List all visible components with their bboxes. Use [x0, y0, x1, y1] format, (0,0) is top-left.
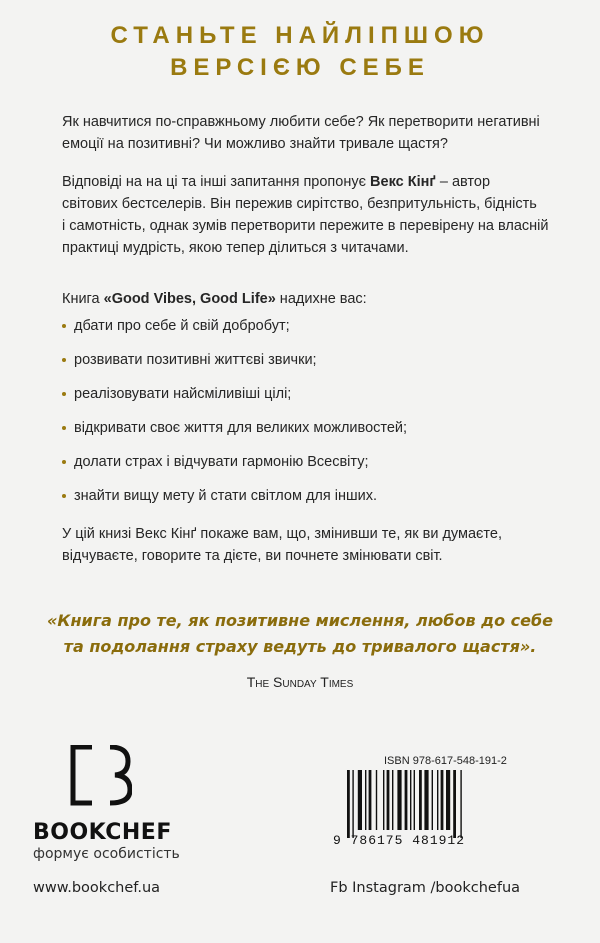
- book-title: «Good Vibes, Good Life»: [103, 291, 276, 307]
- bullet-item: [62, 488, 377, 504]
- bullet-text: відкривати своє життя для великих можливостей;: [74, 420, 408, 436]
- quote-line-2: та подолання страху ведуть до тривалого щастя».: [63, 637, 537, 656]
- barcode-icon: [345, 770, 505, 838]
- bullet-item: [62, 352, 317, 368]
- text: Книга: [62, 291, 104, 307]
- intro-paragraph: [62, 111, 562, 155]
- isbn-label: ISBN 978-617-548-191-2: [384, 755, 507, 767]
- bullet-text: розвивати позитивні життєві звички;: [74, 352, 317, 368]
- text: надихне вас:: [275, 291, 367, 307]
- author-name: Векс Кінґ: [370, 174, 436, 190]
- text-line: і самотність, однак зумів перетворити пережите в перевірену на власній: [62, 218, 549, 234]
- closing-paragraph: [62, 523, 562, 567]
- text-line: У цій книзі Векс Кінґ покаже вам, що, змінивши те, як ви думаєте,: [62, 526, 502, 542]
- bullet-icon: [62, 324, 66, 328]
- about-paragraph: [62, 171, 562, 259]
- bullet-text: реалізовувати найсміливіші цілі;: [74, 386, 292, 402]
- bullet-icon: [62, 494, 66, 498]
- social-links[interactable]: Fb Instagram /bookchefua: [330, 880, 521, 896]
- text-line: відчуваєте, говорите та дієте, ви почнете змінювати світ.: [62, 548, 443, 564]
- bullet-text: долати страх і відчувати гармонію Всесвіту;: [74, 454, 369, 470]
- bullet-item: [62, 386, 291, 402]
- text-line: практиці мудрість, якою тепер ділиться з читачами.: [62, 240, 409, 256]
- bullet-text: знайти вищу мету й стати світлом для інших.: [74, 488, 377, 504]
- publisher-tagline: формує особистість: [33, 846, 180, 862]
- barcode-digits: 9 786175 481912: [333, 833, 466, 848]
- heading-line-1: СТАНЬТЕ НАЙЛІПШОЮ: [110, 22, 490, 49]
- text-line: емоції на позитивні? Чи можливо знайти тривале щастя?: [62, 136, 448, 152]
- text-line: Як навчитися по-справжньому любити себе? Як перетворити негативні: [62, 114, 540, 130]
- website-link[interactable]: www.bookchef.ua: [33, 880, 161, 896]
- bookchef-logo-icon: [70, 745, 132, 807]
- text: – автор: [435, 174, 491, 190]
- bullet-item: [62, 318, 290, 334]
- bullet-text: дбати про себе й свій добробут;: [74, 318, 290, 334]
- text-line: світових бестселерів. Він пережив сирітство, безпритульність, бідність: [62, 196, 537, 212]
- bullet-item: [62, 454, 368, 470]
- bullet-icon: [62, 358, 66, 362]
- bullet-icon: [62, 460, 66, 464]
- bullet-icon: [62, 392, 66, 396]
- bullet-icon: [62, 426, 66, 430]
- publisher-name: BOOKCHEF: [33, 820, 172, 845]
- heading-line-2: ВЕРСІЄЮ СЕБЕ: [170, 54, 430, 81]
- quote-line-1: «Книга про те, як позитивне мислення, любов до себе: [46, 611, 553, 630]
- quote-source: The Sunday Times: [246, 674, 354, 690]
- lead-line: [62, 288, 562, 310]
- text-line: [62, 171, 562, 193]
- text: Відповіді на на ці та інші запитання пропонує: [62, 174, 371, 190]
- bullet-item: [62, 420, 407, 436]
